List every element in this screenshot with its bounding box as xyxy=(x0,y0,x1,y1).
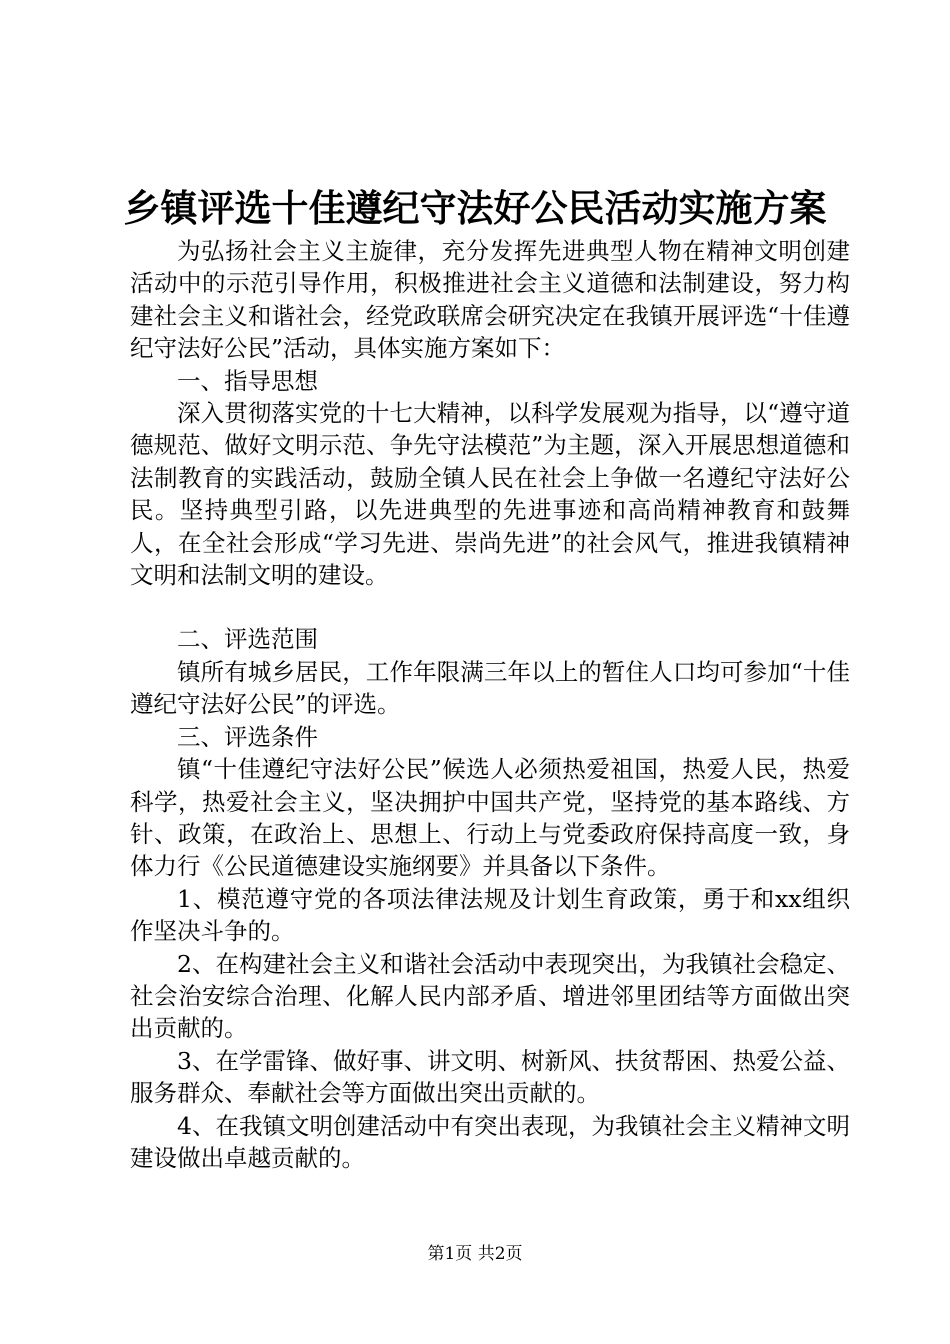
document-title: 乡镇评选十佳遵纪守法好公民活动实施方案 xyxy=(123,186,827,230)
section-heading-scope: 二、评选范围 xyxy=(177,625,318,654)
conditions-paragraph: 镇“十佳遵纪守法好公民”候选人必须热爱祖国，热爱人民，热爱科学，热爱社会主义，坚决拥护中国共产党，坚持党的基本路线、方针、政策，在政治上、思想上、行动上与党委政府保持高度一致，身体力行《公民道德建设实施纲要》并具备以下条件。 xyxy=(130,755,850,881)
section-heading-guiding-thought: 一、指导思想 xyxy=(177,366,318,395)
section-heading-conditions: 三、评选条件 xyxy=(177,722,318,751)
scope-paragraph: 镇所有城乡居民，工作年限满三年以上的暂住人口均可参加“十佳遵纪守法好公民”的评选。 xyxy=(130,657,850,719)
condition-item-3: 3、在学雷锋、做好事、讲文明、树新风、扶贫帮困、热爱公益、服务群众、奉献社会等方面做出突出贡献的。 xyxy=(130,1046,850,1108)
guiding-thought-paragraph: 深入贯彻落实党的十七大精神，以科学发展观为指导，以“遵守道德规范、做好文明示范、争先守法模范”为主题，深入开展思想道德和法制教育的实践活动，鼓励全镇人民在社会上争做一名遵纪守法好公民。坚持典型引路，以先进典型的先进事迹和高尚精神教育和鼓舞人，在全社会形成“学习先进、崇尚先进”的社会风气，推进我镇精神文明和法制文明的建设。 xyxy=(130,399,850,590)
document-body xyxy=(130,235,850,1174)
page-number-footer: 第1页 共2页 xyxy=(427,1244,523,1264)
condition-item-4: 4、在我镇文明创建活动中有突出表现，为我镇社会主义精神文明建设做出卓越贡献的。 xyxy=(130,1111,850,1172)
condition-item-1: 1、模范遵守党的各项法律法规及计划生育政策，勇于和xx组织作坚决斗争的。 xyxy=(130,884,850,946)
intro-paragraph: 为弘扬社会主义主旋律，充分发挥先进典型人物在精神文明创建活动中的示范引导作用，积极推进社会主义道德和法制建设，努力构建社会主义和谐社会，经党政联席会研究决定在我镇开展评选“十佳遵纪守法好公民”活动，具体实施方案如下： xyxy=(130,237,850,363)
condition-item-2: 2、在构建社会主义和谐社会活动中表现突出，为我镇社会稳定、社会治安综合治理、化解人民内部矛盾、增进邻里团结等方面做出突出贡献的。 xyxy=(130,949,850,1043)
